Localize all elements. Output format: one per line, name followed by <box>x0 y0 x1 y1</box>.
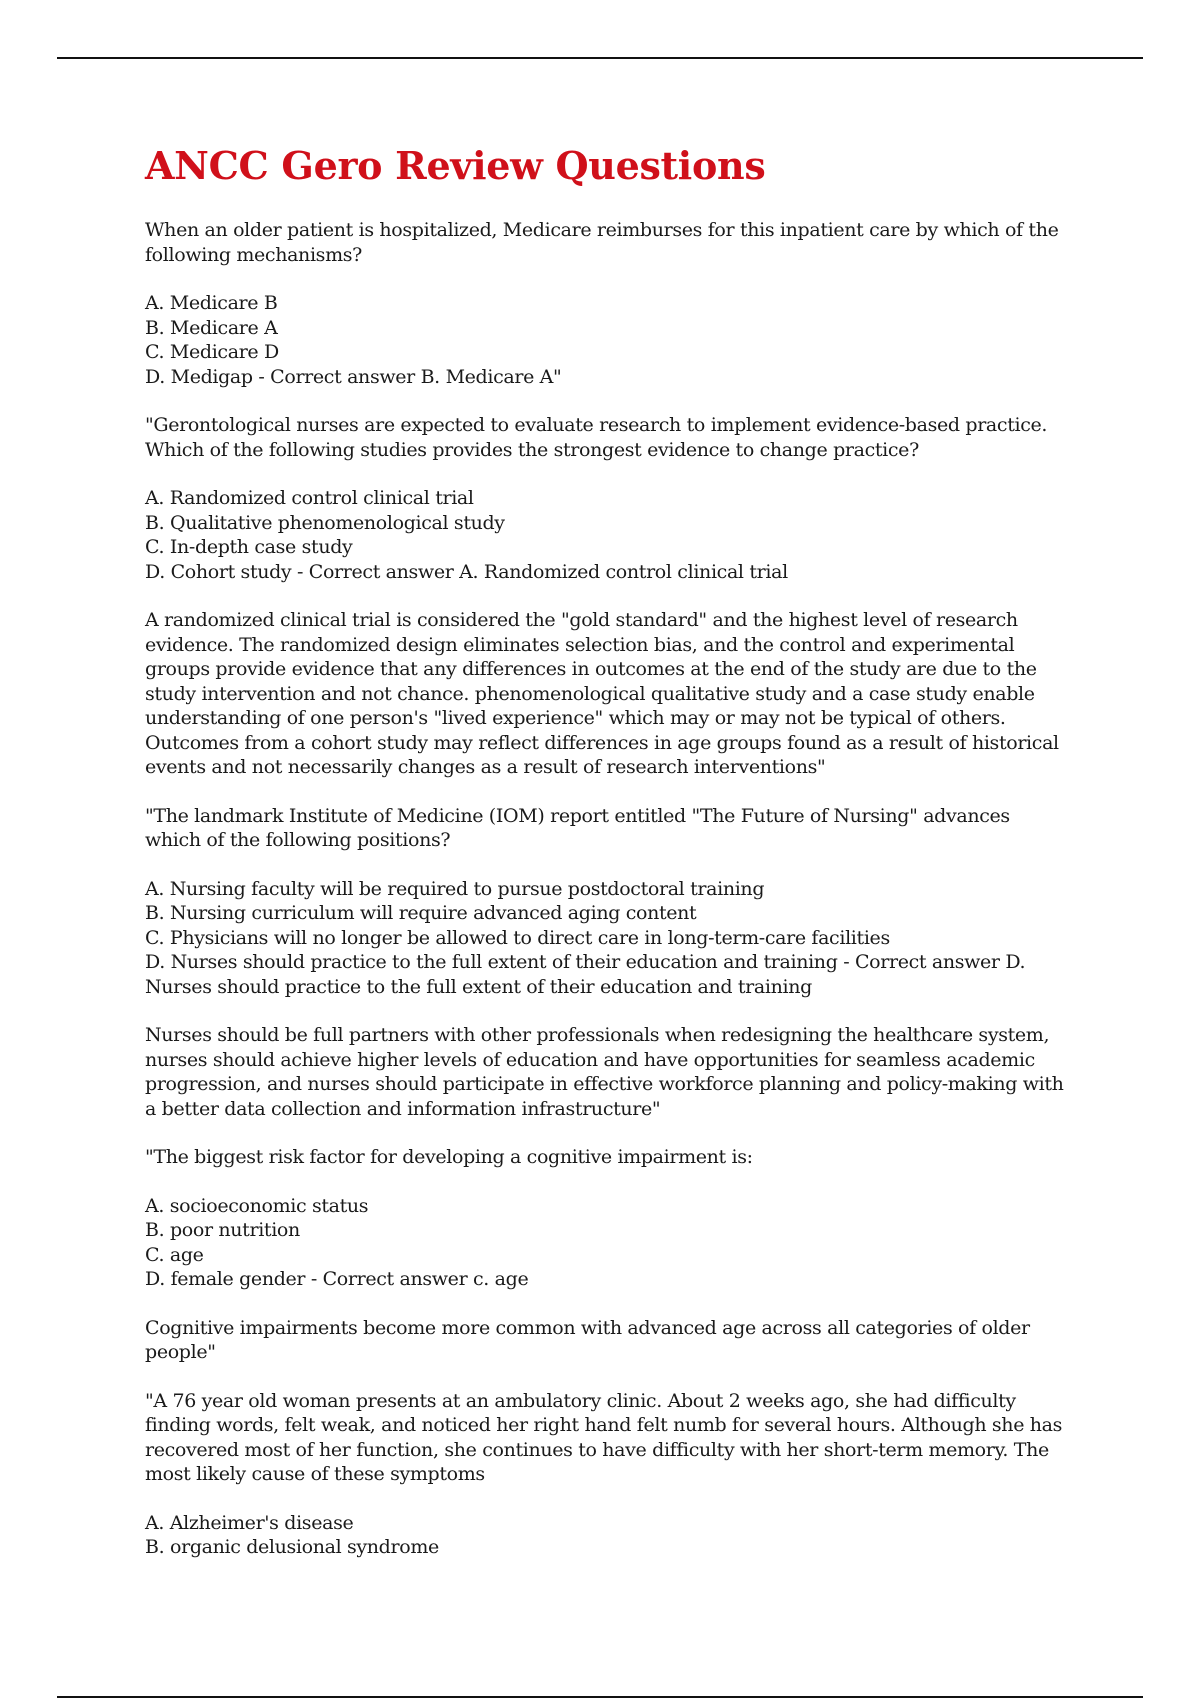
option-d-answer: D. female gender - Correct answer c. age <box>145 1268 529 1290</box>
option-b: B. Medicare A <box>145 316 278 339</box>
option-a: A. Nursing faculty will be required to pursue postdoctoral training <box>145 877 765 900</box>
option-b: B. poor nutrition <box>145 1219 300 1241</box>
footer-rule <box>57 1696 1143 1698</box>
option-b: B. Nursing curriculum will require advanced aging content <box>145 902 697 924</box>
header-rule <box>57 57 1143 59</box>
question-4: "The biggest risk factor for developing a cognitive impairment is: <box>145 1146 753 1168</box>
document-body <box>145 140 1065 1584</box>
option-c: C. Physicians will no longer be allowed to direct care in long-term-care facilities <box>145 926 890 949</box>
question-3-rationale: Nurses should be full partners with other professionals when redesigning the healthcare system, nurses should achieve higher levels of education and have opportunities for seamless academic progression, and nurses should participate in effective workforce planning and policy-making with a better data collection and information infrastructure" <box>145 1024 1064 1120</box>
option-d-answer: D. Cohort study - Correct answer A. Randomized control clinical trial <box>145 560 788 583</box>
option-c: C. Medicare D <box>145 341 279 363</box>
question-2-options <box>145 486 1065 584</box>
option-d-answer: D. Medigap - Correct answer B. Medicare A" <box>145 365 562 388</box>
question-5: "A 76 year old woman presents at an ambulatory clinic. About 2 weeks ago, she had difficulty finding words, felt weak, and noticed her right hand felt numb for several hours. Although she has recovered most of her function, she continues to have difficulty with her short-term memory. The most likely cause of these symptoms <box>145 1389 1063 1485</box>
question-4-options <box>145 1194 1065 1292</box>
question-2-rationale: A randomized clinical trial is considered the "gold standard" and the highest level of research evidence. The randomized design eliminates selection bias, and the control and experimental groups provide evidence that any differences in outcomes at the end of the study are due to the study intervention and not chance. phenomenological qualitative study and a case study enable understanding of one person's "lived experience" which may or may not be typical of others. Outcomes from a cohort study may reflect differences in age groups found as a result of historical events and not necessarily changes as a result of research interventions" <box>145 609 1059 778</box>
option-c: C. age <box>145 1243 204 1266</box>
question-5-options <box>145 1511 1065 1560</box>
question-1: When an older patient is hospitalized, Medicare reimburses for this inpatient care by which of the following mechanisms? <box>145 219 1059 266</box>
option-c: C. In-depth case study <box>145 536 353 558</box>
question-1-options <box>145 291 1065 389</box>
question-3-options <box>145 877 1065 1000</box>
option-b: B. organic delusional syndrome <box>145 1536 439 1558</box>
option-a: A. Medicare B <box>145 292 278 314</box>
question-3: "The landmark Institute of Medicine (IOM) report entitled "The Future of Nursing" advances which of the following positions? <box>145 804 1010 851</box>
question-4-rationale: Cognitive impairments become more common with advanced age across all categories of older people" <box>145 1316 1030 1363</box>
document-title: ANCC Gero Review Questions <box>145 143 766 188</box>
option-a: A. socioeconomic status <box>145 1194 369 1217</box>
question-2: "Gerontological nurses are expected to evaluate research to implement evidence-based practice. Which of the following studies provides the strongest evidence to change practice? <box>145 414 1048 461</box>
option-a: A. Alzheimer's disease <box>145 1511 354 1534</box>
option-a: A. Randomized control clinical trial <box>145 487 474 509</box>
option-b: B. Qualitative phenomenological study <box>145 511 505 534</box>
option-d-answer: D. Nurses should practice to the full extent of their education and training - Correct answer D. Nurses should practice to the full extent of their education and training <box>145 951 1026 998</box>
